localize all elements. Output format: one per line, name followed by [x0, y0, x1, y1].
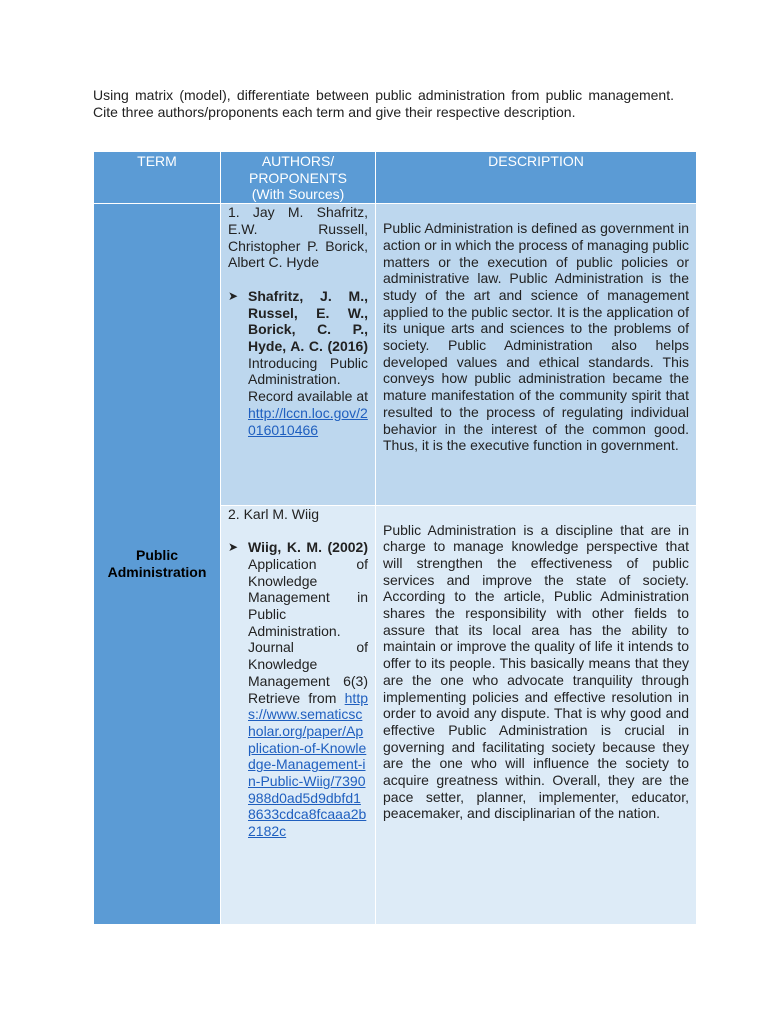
- source-authors: Shafritz, J. M., Russel, E. W., Borick, C. P., Hyde, A. C. (2016): [248, 287, 368, 355]
- author-cell-2: [221, 505, 376, 925]
- author-names: 1. Jay M. Shafritz, E.W. Russell, Christopher P. Borick, Albert C. Hyde: [228, 204, 368, 271]
- header-authors-line1: AUTHORS/: [261, 153, 335, 169]
- source-authors: Wiig, K. M. (2002): [248, 539, 368, 556]
- source-entry: [228, 288, 368, 438]
- source-citation: [248, 539, 368, 840]
- source-title: Application of Knowledge Management in Public Administration. Journal of Knowledge Management 6(3) Retrieve from: [248, 555, 368, 706]
- source-link[interactable]: http://lccn.loc.gov/2016010466: [248, 404, 368, 438]
- source-citation: [248, 288, 368, 438]
- header-authors: [221, 152, 376, 204]
- description-cell-2: Public Administration is a discipline that are in charge to manage knowledge perspective that will strengthen the effectiveness of public services and improve the state of society. According to the article, Public Administration shares the responsibility with other fields to assure that its local area has the ability to maintain or improve the quality of life it intends to offer to its people. This basically means that they are the one who advocate tranquility through implementing policies and effective resolution in order to avoid any dispute. That is why good and effective Public Administration is crucial in governing and facilitating society because they are the one who will influence the society to acquire greatness within. Overall, they are the pace setter, planner, implementer, educator, peacemaker, and disciplinarian of the nation.: [376, 505, 697, 925]
- header-authors-line2: PROPONENTS: [248, 169, 347, 186]
- header-description: DESCRIPTION: [376, 152, 697, 204]
- header-row: [94, 152, 697, 204]
- source-link[interactable]: https://www.sematicscholar.org/paper/Application-of-Knowledge-Management-in-Public-Wiig/7390988d0ad5d9dbfd18633cdca8fcaaa2b2182c: [248, 689, 368, 840]
- header-term: TERM: [94, 152, 221, 204]
- description-cell-1: Public Administration is defined as government in action or in which the process of managing public matters or the execution of public policies or administrative law. Public Administration is the study of the art and science of management applied to the public sector. It is the application of its unique arts and sciences to the problems of society. Public Administration also helps developed values and ethical standards. This conveys how public administration became the mature manifestation of the community spirit that resulted to the process of regulating individual behavior in the interest of the common good. Thus, it is the executive function in government.: [376, 204, 697, 505]
- assignment-prompt: Using matrix (model), differentiate between public administration from public management. Cite three authors/proponents each term and give their respective description.: [93, 87, 674, 120]
- table-row: [94, 204, 697, 505]
- author-names: 2. Karl M. Wiig: [228, 505, 320, 522]
- arrow-bullet-icon: ➤: [228, 288, 239, 303]
- source-title: Introducing Public Administration. Record available at: [248, 354, 368, 405]
- header-authors-line3: (With Sources): [251, 186, 345, 203]
- term-cell: Public Administration: [94, 204, 221, 925]
- source-entry: [228, 539, 368, 840]
- author-cell-1: [221, 204, 376, 505]
- arrow-bullet-icon: ➤: [228, 540, 239, 555]
- comparison-matrix: [93, 151, 697, 925]
